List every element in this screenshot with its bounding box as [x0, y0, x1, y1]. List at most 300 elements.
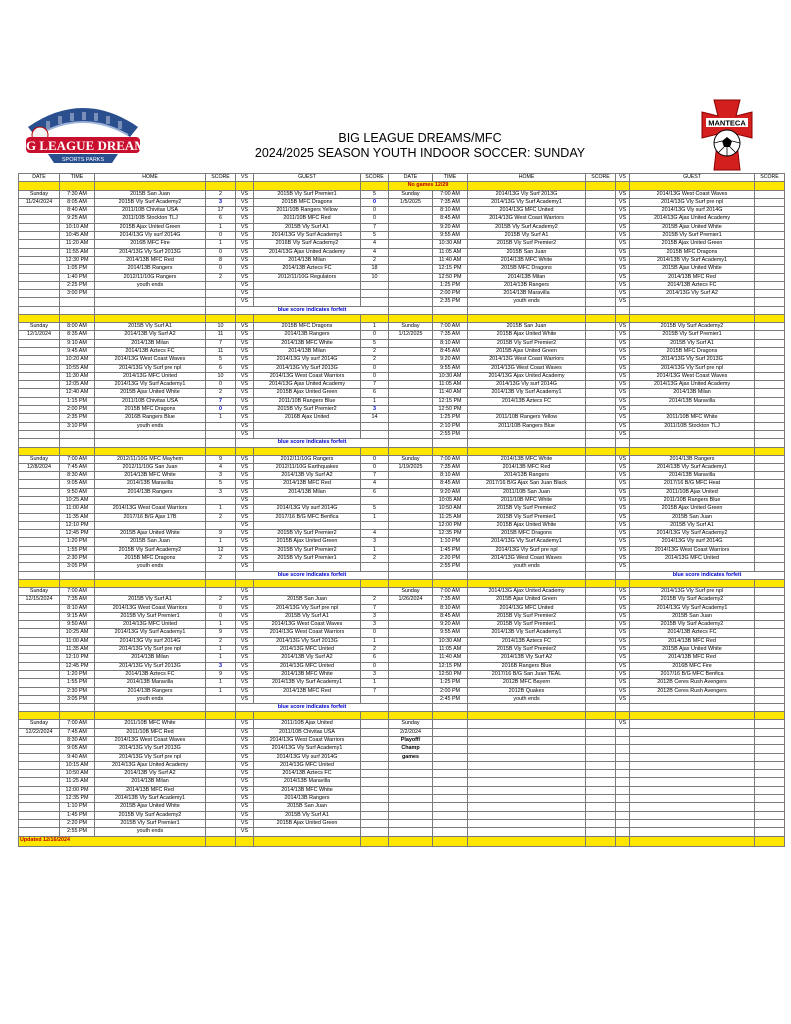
guest-score-cell [361, 786, 389, 794]
column-header: SCORE [361, 174, 389, 182]
guest-score-cell [755, 430, 785, 438]
vs-cell: VS [236, 737, 254, 745]
guest-score-cell [755, 555, 785, 563]
home-score-cell [586, 232, 616, 240]
guest-team-cell: 2014/13G Vly surf 2014G [254, 356, 361, 364]
date-cell: 12/1/2024 [19, 331, 60, 339]
home-score-cell: 17 [206, 207, 236, 215]
guest-score-cell: 2 [361, 596, 389, 604]
time-cell: 7:30 AM [60, 190, 95, 198]
time-cell: 12:05 AM [60, 381, 95, 389]
time-cell [433, 770, 468, 778]
vs-cell: VS [236, 654, 254, 662]
guest-team-cell: 2015B MFC Dragons [254, 323, 361, 331]
home-team-cell [468, 728, 586, 736]
note-row [19, 439, 785, 447]
empty-cell [755, 306, 785, 314]
home-team-cell [95, 587, 206, 595]
table-row [19, 223, 785, 231]
week-separator [19, 315, 785, 323]
home-score-cell: 7 [206, 339, 236, 347]
time-cell: 7:35 AM [433, 596, 468, 604]
table-row [19, 654, 785, 662]
home-team-cell [95, 496, 206, 504]
home-team-cell: youth ends [468, 298, 586, 306]
vs-cell: VS [236, 612, 254, 620]
time-cell: 12:45 PM [60, 662, 95, 670]
home-team-cell [468, 406, 586, 414]
date-cell [389, 281, 433, 289]
table-row [19, 364, 785, 372]
home-team-cell: 2015B Ajax United Green [468, 347, 586, 355]
date-cell: Sunday [389, 455, 433, 463]
home-team-cell: 2014/13G Vly Surf pre npl [468, 546, 586, 554]
guest-team-cell: 2014/13G Vly surf 2014G [254, 753, 361, 761]
time-cell: 7:35 AM [433, 198, 468, 206]
date-cell [389, 538, 433, 546]
home-score-cell [206, 795, 236, 803]
home-score-cell [206, 778, 236, 786]
time-cell: 2:45 PM [433, 695, 468, 703]
time-cell: 9:20 AM [433, 621, 468, 629]
vs-cell: VS [616, 273, 630, 281]
time-cell: 11:35 AM [60, 646, 95, 654]
table-row [19, 778, 785, 786]
home-team-cell: 2014/13G Vly Surf 2013G [95, 745, 206, 753]
time-cell: 2:55 PM [433, 563, 468, 571]
time-cell: 11:25 AM [60, 778, 95, 786]
vs-cell [616, 811, 630, 819]
vs-cell: VS [616, 670, 630, 678]
guest-score-cell [361, 778, 389, 786]
home-team-cell [95, 521, 206, 529]
time-cell: 11:05 AM [433, 248, 468, 256]
guest-score-cell [755, 207, 785, 215]
vs-cell [616, 828, 630, 836]
home-team-cell: 2015B Vly Surf Academy2 [95, 546, 206, 554]
date-cell [389, 347, 433, 355]
guest-team-cell [630, 406, 755, 414]
separator-cell [755, 836, 785, 846]
empty-cell [616, 439, 630, 447]
separator-cell [206, 447, 236, 455]
empty-cell [19, 439, 60, 447]
date-cell: games [389, 753, 433, 761]
home-team-cell: 2011/10B MFC Red [95, 728, 206, 736]
guest-score-cell [361, 587, 389, 595]
date-cell [389, 761, 433, 769]
separator-cell [755, 712, 785, 720]
vs-cell: VS [236, 753, 254, 761]
home-team-cell [468, 770, 586, 778]
home-score-cell: 9 [206, 670, 236, 678]
separator-cell [586, 182, 616, 190]
home-team-cell: 2015B MFC Dragons [468, 265, 586, 273]
vs-cell: VS [236, 339, 254, 347]
column-header: TIME [60, 174, 95, 182]
home-score-cell [586, 786, 616, 794]
time-cell: 7:00 AM [60, 455, 95, 463]
empty-cell [206, 704, 236, 712]
home-score-cell [586, 207, 616, 215]
empty-cell [630, 306, 755, 314]
guest-score-cell [755, 472, 785, 480]
home-team-cell: 2015B Vly Surf A1 [468, 232, 586, 240]
date-cell [19, 795, 60, 803]
home-team-cell: 2015B Ajax United White [95, 530, 206, 538]
date-cell: Sunday [389, 587, 433, 595]
guest-score-cell [755, 455, 785, 463]
time-cell: 8:10 AM [433, 339, 468, 347]
table-row [19, 389, 785, 397]
guest-team-cell: 2015B Ajax United White [630, 223, 755, 231]
guest-team-cell [254, 430, 361, 438]
home-team-cell: 2014/13B Aztecs FC [468, 637, 586, 645]
home-score-cell [586, 753, 616, 761]
guest-team-cell: 2015B Vly Surf A1 [254, 811, 361, 819]
guest-score-cell: 3 [361, 612, 389, 620]
separator-cell [60, 447, 95, 455]
home-team-cell: 2014/13G Ajax United Academy [95, 761, 206, 769]
guest-score-cell [755, 232, 785, 240]
home-score-cell: 2 [206, 273, 236, 281]
table-row [19, 339, 785, 347]
home-team-cell [468, 828, 586, 836]
vs-cell: VS [616, 695, 630, 703]
guest-score-cell [755, 389, 785, 397]
separator-cell [95, 182, 206, 190]
no-games-notice: No games 12/29 [389, 182, 468, 190]
date-cell [19, 472, 60, 480]
vs-cell: VS [236, 372, 254, 380]
separator-cell [254, 315, 361, 323]
guest-team-cell: 2015B Ajax United Green [254, 389, 361, 397]
home-team-cell: 2015B Ajax United White [468, 331, 586, 339]
vs-cell: VS [236, 728, 254, 736]
guest-score-cell [755, 803, 785, 811]
date-cell [19, 654, 60, 662]
guest-team-cell [630, 563, 755, 571]
separator-cell [254, 712, 361, 720]
date-cell [389, 695, 433, 703]
vs-cell: VS [616, 406, 630, 414]
date-cell [19, 372, 60, 380]
home-team-cell: youth ends [468, 563, 586, 571]
time-cell: 1:20 PM [60, 538, 95, 546]
table-row [19, 753, 785, 761]
guest-score-cell [755, 737, 785, 745]
home-team-cell: 2014/13G Vly surf 2014G [95, 637, 206, 645]
empty-cell [389, 704, 433, 712]
home-team-cell: 2011/10B MFC White [95, 720, 206, 728]
home-score-cell: 1 [206, 679, 236, 687]
date-cell [19, 563, 60, 571]
time-cell: 11:00 AM [60, 637, 95, 645]
separator-cell [755, 315, 785, 323]
home-team-cell: 2015B MFC Dragons [95, 555, 206, 563]
empty-cell [616, 704, 630, 712]
home-score-cell [586, 505, 616, 513]
guest-score-cell: 1 [361, 679, 389, 687]
home-team-cell: 2014/13B MFC White [468, 256, 586, 264]
separator-cell [361, 315, 389, 323]
time-cell [433, 778, 468, 786]
table-row [19, 331, 785, 339]
time-cell: 1:25 PM [433, 679, 468, 687]
home-score-cell [586, 687, 616, 695]
date-cell: Sunday [19, 587, 60, 595]
vs-cell [616, 819, 630, 827]
empty-cell [616, 571, 630, 579]
empty-cell [389, 571, 433, 579]
date-cell: 2/2/2024 [389, 728, 433, 736]
guest-team-cell: 2012/11/10G Regulators [254, 273, 361, 281]
column-header: DATE [389, 174, 433, 182]
home-score-cell: 1 [206, 646, 236, 654]
guest-score-cell [361, 298, 389, 306]
vs-cell: VS [616, 331, 630, 339]
time-cell: 1:25 PM [433, 281, 468, 289]
home-team-cell: 2014/13B Milan [95, 654, 206, 662]
date-cell [19, 240, 60, 248]
home-score-cell [586, 381, 616, 389]
guest-score-cell [755, 323, 785, 331]
guest-team-cell: 2014/13B MFC White [254, 339, 361, 347]
home-team-cell [468, 753, 586, 761]
home-team-cell [95, 290, 206, 298]
empty-cell [19, 306, 60, 314]
separator-cell [206, 579, 236, 587]
date-cell [389, 256, 433, 264]
home-team-cell [95, 430, 206, 438]
date-cell [19, 273, 60, 281]
vs-cell: VS [236, 414, 254, 422]
guest-score-cell: 2 [361, 555, 389, 563]
table-row [19, 381, 785, 389]
guest-score-cell: 0 [361, 629, 389, 637]
vs-cell: VS [616, 381, 630, 389]
home-team-cell: 2017/16 B/G San Juan TEAL [468, 670, 586, 678]
separator-cell [254, 447, 361, 455]
vs-cell: VS [236, 679, 254, 687]
time-cell: 2:55 PM [433, 430, 468, 438]
note-row [19, 571, 785, 579]
guest-team-cell [254, 422, 361, 430]
date-cell [19, 770, 60, 778]
time-cell: 12:50 PM [433, 670, 468, 678]
guest-score-cell [755, 745, 785, 753]
home-score-cell [586, 331, 616, 339]
home-team-cell: 2014/13G West Coast Warriors [95, 604, 206, 612]
time-cell: 7:00 AM [433, 455, 468, 463]
home-team-cell [95, 298, 206, 306]
vs-cell [616, 786, 630, 794]
table-row [19, 538, 785, 546]
home-score-cell [206, 298, 236, 306]
time-cell: 9:20 AM [433, 223, 468, 231]
home-team-cell: 2014/13B MFC White [468, 455, 586, 463]
guest-team-cell: 2014/13B Vly Surf A2 [254, 472, 361, 480]
date-cell: Sunday [389, 323, 433, 331]
time-cell: 2:00 PM [60, 406, 95, 414]
guest-team-cell: 2014/13G Vly Surf Academy2 [630, 530, 755, 538]
guest-team-cell: 2015B Vly Surf Premier1 [254, 555, 361, 563]
home-team-cell: 2014/13B Maravilla [95, 679, 206, 687]
guest-team-cell: 2014/13G Vly Surf 2013G [254, 364, 361, 372]
vs-cell: VS [236, 720, 254, 728]
vs-cell: VS [616, 563, 630, 571]
home-team-cell: 2014/13B Rangers [95, 687, 206, 695]
home-team-cell: 2014/13B Aztecs FC [95, 347, 206, 355]
home-score-cell [586, 422, 616, 430]
date-cell [389, 778, 433, 786]
date-cell [389, 687, 433, 695]
note-row [19, 306, 785, 314]
time-cell [433, 803, 468, 811]
vs-cell: VS [236, 786, 254, 794]
home-score-cell [586, 356, 616, 364]
home-team-cell: 2015B Ajax United Green [95, 223, 206, 231]
guest-team-cell: 2014/13G Vly Surf pre npl [630, 587, 755, 595]
home-team-cell: 2014/13B Aztecs FC [468, 397, 586, 405]
vs-cell: VS [616, 546, 630, 554]
guest-team-cell: 2014/13G West Coast Waves [630, 190, 755, 198]
guest-score-cell [755, 695, 785, 703]
separator-cell [361, 712, 389, 720]
time-cell: 2:30 PM [60, 687, 95, 695]
guest-team-cell: 2015B Vly Surf Premier2 [254, 530, 361, 538]
empty-cell [586, 439, 616, 447]
title-line-2: 2024/2025 SEASON YOUTH INDOOR SOCCER: SUNDAY [254, 146, 586, 160]
guest-score-cell [755, 770, 785, 778]
time-cell: 11:30 AM [60, 372, 95, 380]
date-cell [19, 356, 60, 364]
separator-cell [95, 315, 206, 323]
table-row [19, 737, 785, 745]
vs-cell: VS [616, 290, 630, 298]
home-team-cell: 2011/10B MFC White [468, 496, 586, 504]
time-cell: 3:00 PM [60, 290, 95, 298]
vs-cell: VS [236, 298, 254, 306]
empty-cell [60, 704, 95, 712]
guest-team-cell: 2015B Vly Surf Academy2 [630, 621, 755, 629]
time-cell: 8:10 AM [433, 604, 468, 612]
vs-cell: VS [236, 347, 254, 355]
time-cell [433, 728, 468, 736]
home-score-cell: 3 [206, 488, 236, 496]
guest-score-cell [755, 364, 785, 372]
date-cell [19, 745, 60, 753]
time-cell: 8:10 AM [433, 472, 468, 480]
guest-team-cell: 2014/13B Aztecs FC [630, 629, 755, 637]
time-cell: 11:55 AM [60, 248, 95, 256]
home-score-cell [586, 364, 616, 372]
guest-score-cell [755, 596, 785, 604]
table-row [19, 347, 785, 355]
home-score-cell [586, 198, 616, 206]
table-row [19, 240, 785, 248]
vs-cell: VS [236, 232, 254, 240]
guest-score-cell [755, 778, 785, 786]
home-team-cell: 2014/13B Vly Surf Academy1 [468, 389, 586, 397]
home-score-cell [586, 414, 616, 422]
guest-team-cell: 2014/13G Vly Surf A2 [630, 290, 755, 298]
guest-score-cell [361, 290, 389, 298]
home-team-cell: 2012/11/10G Rangers [95, 273, 206, 281]
guest-score-cell [755, 546, 785, 554]
home-score-cell: 2 [206, 637, 236, 645]
home-team-cell: 2015B Vly Surf Premier2 [468, 339, 586, 347]
home-score-cell [586, 496, 616, 504]
date-cell [19, 513, 60, 521]
separator-cell [19, 712, 60, 720]
guest-score-cell [361, 563, 389, 571]
home-team-cell: 2015B Ajax United White [95, 803, 206, 811]
date-cell [19, 621, 60, 629]
empty-cell [630, 704, 755, 712]
separator-cell [389, 315, 433, 323]
time-cell: 1:15 PM [60, 397, 95, 405]
guest-score-cell: 5 [361, 505, 389, 513]
home-team-cell: youth ends [95, 422, 206, 430]
separator-cell [206, 836, 236, 846]
home-score-cell: 7 [206, 397, 236, 405]
home-team-cell: youth ends [95, 563, 206, 571]
table-row [19, 521, 785, 529]
table-row [19, 563, 785, 571]
home-score-cell [206, 811, 236, 819]
time-cell: 11:40 AM [433, 654, 468, 662]
week-separator [19, 447, 785, 455]
empty-cell [389, 306, 433, 314]
home-team-cell: 2015B Vly Surf Academy2 [95, 811, 206, 819]
time-cell: 1:20 PM [60, 670, 95, 678]
guest-team-cell: 2014/13G Vly surf 2014G [254, 505, 361, 513]
vs-cell: VS [236, 811, 254, 819]
date-cell [19, 521, 60, 529]
home-score-cell [586, 761, 616, 769]
vs-cell: VS [236, 637, 254, 645]
home-score-cell [206, 521, 236, 529]
date-cell [389, 273, 433, 281]
vs-cell: VS [616, 480, 630, 488]
guest-score-cell [755, 670, 785, 678]
separator-cell [630, 315, 755, 323]
guest-score-cell [361, 770, 389, 778]
home-team-cell [468, 430, 586, 438]
home-score-cell [586, 819, 616, 827]
time-cell: 10:20 AM [60, 356, 95, 364]
date-cell [389, 803, 433, 811]
table-row [19, 679, 785, 687]
guest-team-cell: 2014/13G Ajax United Academy [254, 381, 361, 389]
time-cell: 8:00 AM [60, 323, 95, 331]
home-score-cell: 3 [206, 662, 236, 670]
home-team-cell: 2011/10B Chivitas USA [95, 207, 206, 215]
table-row [19, 496, 785, 504]
guest-score-cell [755, 248, 785, 256]
home-score-cell [206, 828, 236, 836]
home-team-cell: 2014/13G West Coast Waves [95, 737, 206, 745]
home-score-cell [586, 629, 616, 637]
guest-score-cell: 7 [361, 223, 389, 231]
home-team-cell [468, 745, 586, 753]
vs-cell: VS [616, 662, 630, 670]
vs-cell: VS [616, 538, 630, 546]
schedule-table [18, 173, 785, 847]
guest-team-cell [630, 795, 755, 803]
guest-score-cell: 10 [361, 273, 389, 281]
